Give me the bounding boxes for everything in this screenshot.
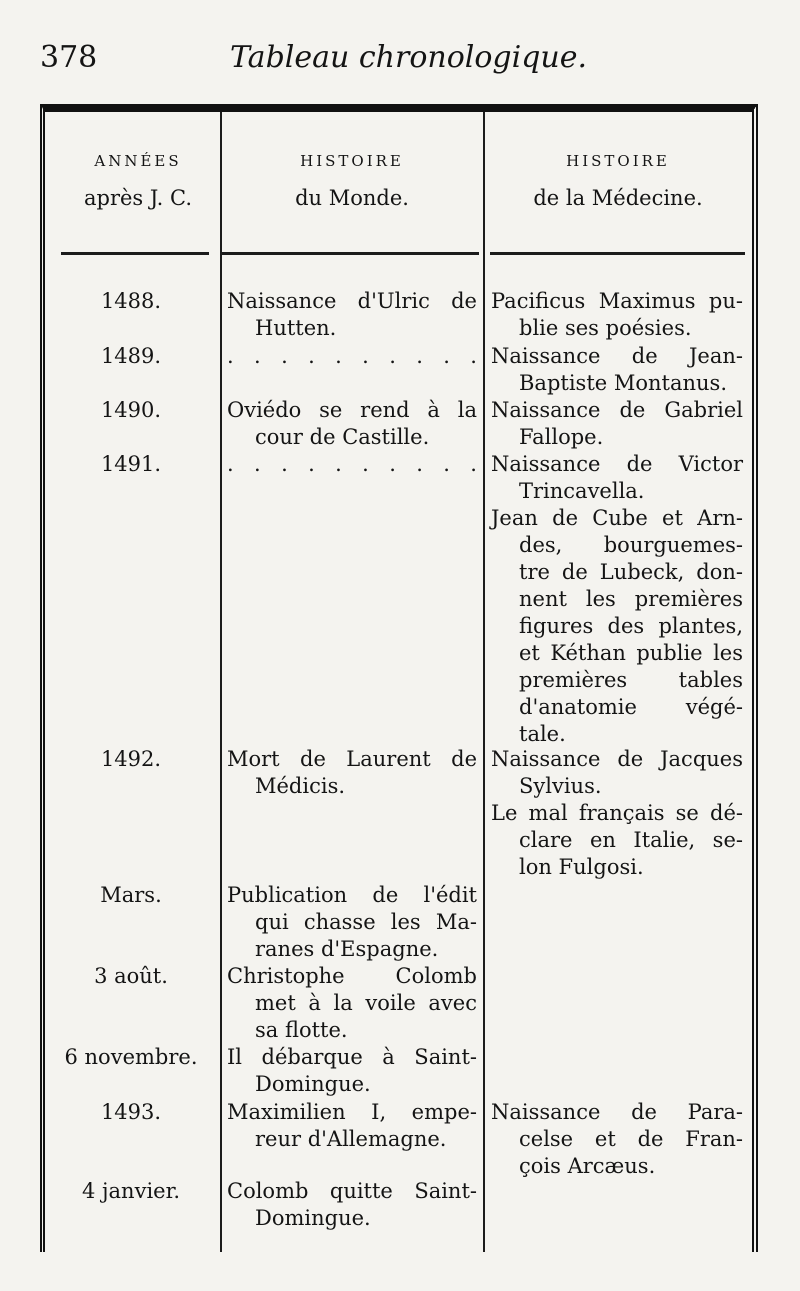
entry-line: çois Arcæus. — [519, 1154, 656, 1178]
running-title: Tableau chronologique. — [230, 40, 588, 75]
chronology-table — [40, 104, 758, 1252]
entry-line: Domingue. — [255, 1206, 371, 1230]
medecine-entry — [491, 746, 743, 800]
medecine-entry — [491, 288, 743, 342]
year-cell: 1488. — [100, 289, 162, 313]
entry-line: . . . . . . . . . . — [227, 452, 477, 476]
entry-line: Sylvius. — [519, 774, 602, 798]
column-header-monde — [223, 152, 481, 210]
monde-entry — [227, 1044, 477, 1098]
entry-line: Christophe Colomb — [227, 964, 477, 988]
entry-line: Maximilien I, empe- — [227, 1100, 477, 1124]
entry-line: celse et de Fran- — [519, 1127, 743, 1151]
year-cell: 6 novembre. — [64, 1045, 198, 1069]
medecine-entry — [491, 397, 743, 451]
monde-entry — [227, 882, 477, 963]
medecine-entry — [491, 800, 743, 881]
monde-entry — [227, 343, 477, 370]
column-header-annees — [63, 152, 213, 210]
column-header-label: HISTOIRE — [300, 152, 404, 170]
monde-entry — [227, 397, 477, 451]
entry-line: Le mal français se dé- — [491, 801, 743, 825]
year-cell: 4 janvier. — [81, 1179, 180, 1203]
year-cell: 3 août. — [94, 964, 168, 988]
column-header-sublabel: de la Médecine. — [533, 186, 703, 210]
year-cell: 1493. — [100, 1100, 162, 1124]
column-divider — [220, 112, 222, 1252]
entry-line: Jean de Cube et Arn- — [491, 506, 743, 530]
header-rule — [221, 252, 479, 255]
monde-entry — [227, 1178, 477, 1232]
entry-line: met à la voile avec — [255, 991, 477, 1015]
monde-entry — [227, 963, 477, 1044]
monde-entry — [227, 451, 477, 478]
entry-line: nent les premières — [519, 587, 743, 611]
entry-line: ranes d'Espagne. — [255, 937, 439, 961]
entry-line: des, bourguemes- — [519, 533, 743, 557]
entry-line: lon Fulgosi. — [519, 855, 644, 879]
medecine-entry — [491, 505, 743, 748]
medecine-entry — [491, 451, 743, 505]
medecine-entry — [491, 1099, 743, 1180]
column-header-label: HISTOIRE — [566, 152, 670, 170]
entry-line: Fallope. — [519, 425, 604, 449]
header-rule — [61, 252, 209, 255]
monde-entry — [227, 1099, 477, 1153]
entry-line: Mort de Laurent de — [227, 747, 477, 771]
entry-line: et Kéthan publie les — [519, 641, 743, 665]
entry-line: tre de Lubeck, don- — [519, 560, 743, 584]
year-cell: 1492. — [100, 747, 162, 771]
column-header-sublabel: après J. C. — [83, 186, 192, 210]
column-header-medecine — [487, 152, 749, 210]
entry-line: Domingue. — [255, 1072, 371, 1096]
entry-line: Hutten. — [255, 316, 337, 340]
column-divider — [483, 112, 485, 1252]
entry-line: figures des plantes, — [519, 614, 743, 638]
entry-line: Colomb quitte Saint- — [227, 1179, 477, 1203]
entry-line: Il débarque à Saint- — [227, 1045, 477, 1069]
year-cell: 1489. — [100, 344, 162, 368]
entry-line: cour de Castille. — [255, 425, 430, 449]
year-cell: Mars. — [100, 883, 162, 907]
entry-line: clare en Italie, se- — [519, 828, 743, 852]
year-cell: 1490. — [100, 398, 162, 422]
entry-line: Naissance de Para- — [491, 1100, 743, 1124]
entry-line: . . . . . . . . . . — [227, 344, 477, 368]
header-rule — [490, 252, 745, 255]
entry-line: tale. — [519, 722, 566, 746]
column-header-sublabel: du Monde. — [295, 186, 409, 210]
monde-entry — [227, 746, 477, 800]
entry-line: sa flotte. — [255, 1018, 348, 1042]
entry-line: Oviédo se rend à la — [227, 398, 477, 422]
entry-line: Naissance de Victor — [491, 452, 743, 476]
entry-line: Publication de l'édit — [227, 883, 477, 907]
medecine-entry — [491, 343, 743, 397]
monde-entry — [227, 288, 477, 342]
entry-line: Pacificus Maximus pu- — [491, 289, 743, 313]
entry-line: Naissance de Gabriel — [491, 398, 743, 422]
column-header-label: ANNÉES — [94, 152, 182, 170]
entry-line: Trincavella. — [519, 479, 645, 503]
entry-line: Naissance d'Ulric de — [227, 289, 477, 313]
entry-line: d'anatomie végé- — [519, 695, 743, 719]
entry-line: Naissance de Jean- — [491, 344, 743, 368]
page-header — [40, 40, 760, 80]
entry-line: Baptiste Montanus. — [519, 371, 728, 395]
entry-line: qui chasse les Ma- — [255, 910, 477, 934]
entry-line: reur d'Allemagne. — [255, 1127, 447, 1151]
year-cell: 1491. — [100, 452, 162, 476]
entry-line: blie ses poésies. — [519, 316, 692, 340]
entry-line: Naissance de Jacques — [491, 747, 743, 771]
page-number: 378 — [40, 40, 98, 75]
entry-line: Médicis. — [255, 774, 346, 798]
entry-line: premières tables — [519, 668, 743, 692]
